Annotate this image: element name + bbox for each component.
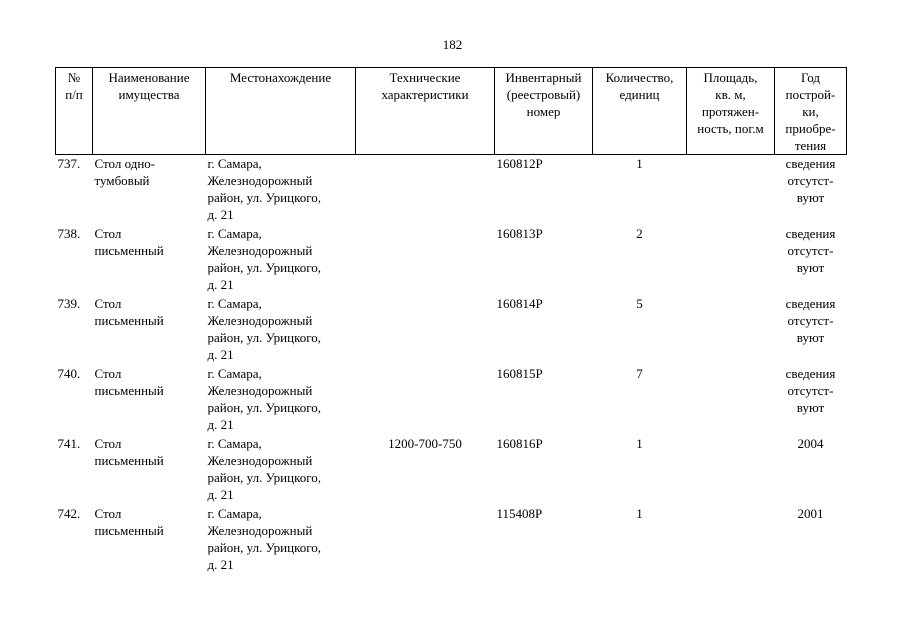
- cell-property-name: Стол письменный: [94, 435, 164, 468]
- cell-area-length: [687, 365, 775, 435]
- cell-quantity: 1: [636, 156, 643, 171]
- table-row: [56, 505, 847, 575]
- header-quantity: Количество, единиц: [593, 68, 687, 155]
- cell-inventory-number: 160813Р: [496, 225, 543, 241]
- cell-technical-specs: [356, 155, 495, 225]
- cell-property-name: Стол письменный: [94, 225, 164, 258]
- table-row: [56, 365, 847, 435]
- cell-number: 741.: [57, 435, 81, 451]
- cell-number: 740.: [57, 365, 81, 381]
- cell-area-length: [687, 505, 775, 575]
- header-year: Год построй- ки, приобре- тения: [775, 68, 847, 155]
- cell-area-length: [687, 155, 775, 225]
- cell-year: сведения отсутст- вуют: [785, 365, 836, 415]
- cell-inventory-number: 160815Р: [496, 365, 543, 381]
- cell-area-length: [687, 295, 775, 365]
- table-row: [56, 295, 847, 365]
- cell-location: г. Самара, Железнодорожный район, ул. Урицкого, д. 21: [207, 505, 321, 572]
- cell-number: 737.: [57, 156, 81, 171]
- table-body: [56, 155, 847, 575]
- header-number: № п/п: [56, 68, 93, 155]
- cell-location: г. Самара, Железнодорожный район, ул. Урицкого, д. 21: [207, 435, 321, 502]
- cell-inventory-number: 115408Р: [496, 505, 543, 521]
- cell-location: г. Самара, Железнодорожный район, ул. Урицкого, д. 21: [207, 295, 321, 362]
- cell-area-length: [687, 435, 775, 505]
- cell-area-length: [687, 225, 775, 295]
- cell-number: 742.: [57, 505, 81, 521]
- cell-quantity: 5: [636, 295, 643, 311]
- cell-property-name: Стол письменный: [94, 295, 164, 328]
- cell-property-name: Стол одно- тумбовый: [94, 156, 156, 188]
- cell-technical-specs: [356, 365, 495, 435]
- property-registry-table: [55, 67, 847, 575]
- cell-year: 2001: [797, 505, 824, 521]
- cell-location: г. Самара, Железнодорожный район, ул. Урицкого, д. 21: [207, 365, 321, 432]
- table-row: [56, 435, 847, 505]
- table-header: [56, 68, 847, 155]
- cell-location: г. Самара, Железнодорожный район, ул. Урицкого, д. 21: [207, 156, 321, 222]
- header-row: [56, 68, 847, 155]
- cell-technical-specs: [356, 225, 495, 295]
- cell-quantity: 1: [636, 505, 643, 521]
- cell-property-name: Стол письменный: [94, 365, 164, 398]
- cell-inventory-number: 160816Р: [496, 435, 543, 451]
- cell-technical-specs: [356, 295, 495, 365]
- table-row: [56, 225, 847, 295]
- cell-number: 738.: [57, 225, 81, 241]
- table-row: [56, 155, 847, 225]
- page-number: 182: [442, 37, 463, 52]
- cell-quantity: 7: [636, 365, 643, 381]
- cell-inventory-number: 160814Р: [496, 295, 543, 311]
- cell-technical-specs: 1200-700-750: [388, 435, 462, 451]
- cell-year: сведения отсутст- вуют: [785, 156, 836, 205]
- header-location: Местонахождение: [206, 68, 356, 155]
- cell-inventory-number: 160812Р: [496, 156, 543, 171]
- cell-year: сведения отсутст- вуют: [785, 225, 836, 275]
- header-area-length: Площадь, кв. м, протяжен- ность, пог.м: [687, 68, 775, 155]
- cell-technical-specs: [356, 505, 495, 575]
- cell-year: сведения отсутст- вуют: [785, 295, 836, 345]
- cell-quantity: 2: [636, 225, 643, 241]
- cell-location: г. Самара, Железнодорожный район, ул. Урицкого, д. 21: [207, 225, 321, 292]
- header-inventory-number: Инвентарный (реестровый) номер: [495, 68, 593, 155]
- header-property-name: Наименование имущества: [93, 68, 206, 155]
- cell-number: 739.: [57, 295, 81, 311]
- header-technical-specs: Технические характеристики: [356, 68, 495, 155]
- cell-property-name: Стол письменный: [94, 505, 164, 538]
- cell-year: 2004: [797, 435, 824, 451]
- cell-quantity: 1: [636, 435, 643, 451]
